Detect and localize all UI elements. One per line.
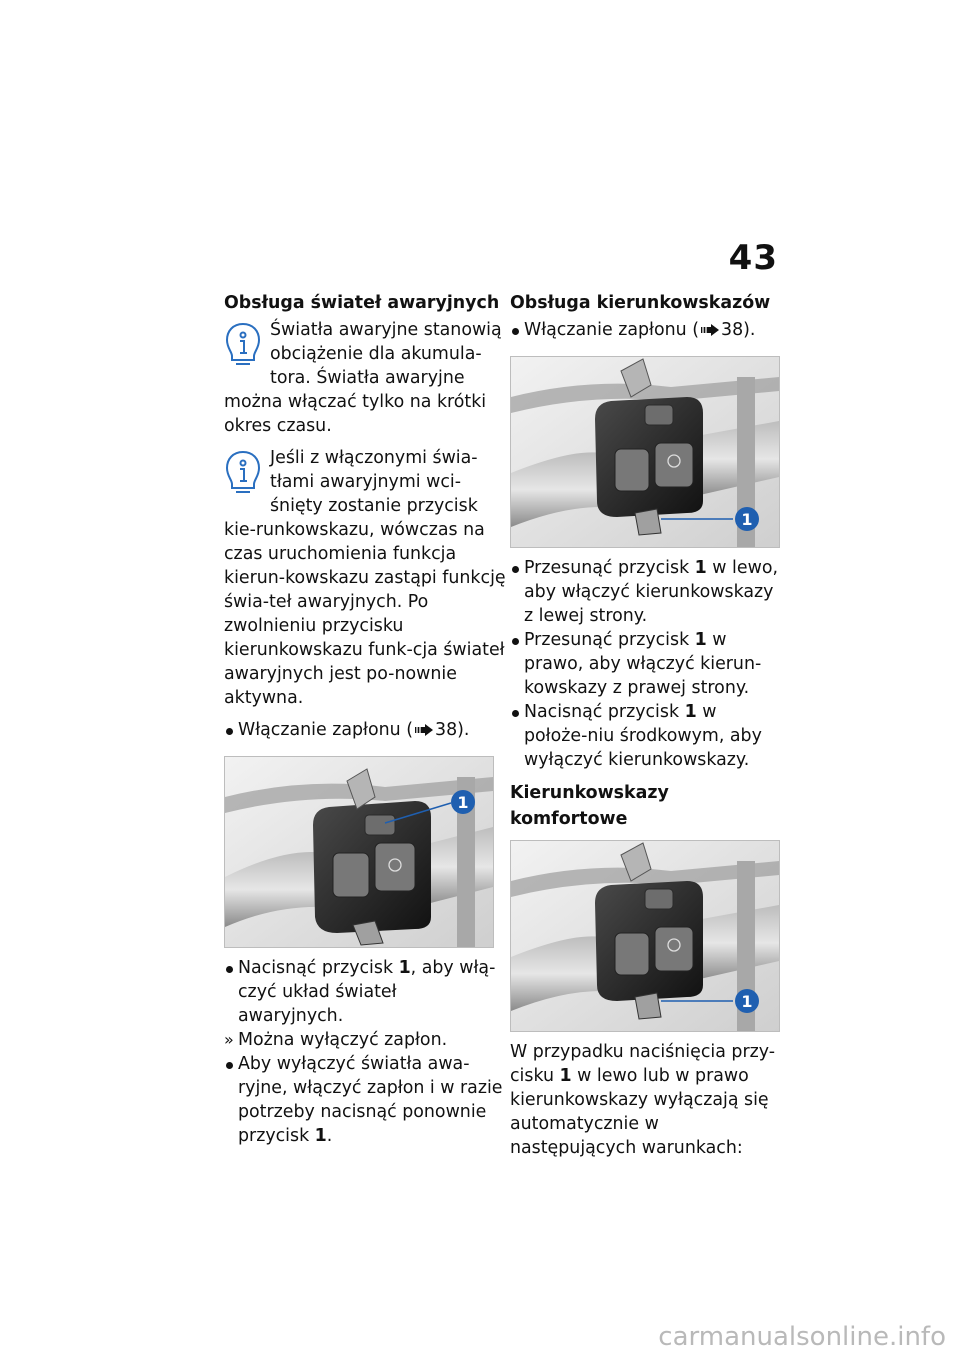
left-column: [224, 290, 506, 1148]
info-note-1: [224, 318, 506, 438]
turn-signal-steps-list: [510, 556, 782, 772]
page-reference-arrow-icon: [700, 324, 720, 336]
callout-label: 1: [741, 510, 753, 529]
hazard-steps-list: [224, 956, 506, 1148]
callout-label: 1: [457, 793, 469, 812]
handlebar-switch-illustration: [511, 841, 779, 1031]
info-note-1-text: Światła awaryjne stanowią obciążenie dla akumula-tora. Światła awaryjne można włączać tylko na krótki okres czasu.: [224, 320, 502, 436]
list-item: Aby wyłączyć światła awa-ryjne, włączyć zapłon i w razie potrzeby nacisnąć ponownie przycisk 1.: [224, 1052, 506, 1148]
page-reference-arrow-icon: [414, 724, 434, 736]
info-note-2-text: Jeśli z włączonymi świa-tłami awaryjnymi wci-śnięty zostanie przycisk kie-runkowskazu, wówczas na czas uruchomienia funkcja kierun-kowskazu zastąpi funkcję świa-teł awaryjnych. Po zwolnieniu przycisku kierunkowskazu funk-cja świateł awaryjnych jest po-nownie aktywna.: [224, 448, 506, 708]
comfort-turn-signals-heading: Kierunkowskazy komfortowe: [510, 783, 669, 829]
turn-signals-heading: Obsługa kierunkowskazów: [510, 293, 771, 313]
handlebar-switch-illustration: [511, 357, 779, 547]
left-prerequisite-list: [224, 718, 506, 742]
right-prerequisite-list: [510, 318, 782, 342]
right-column: [510, 290, 782, 1160]
hazard-switch-photo: [224, 756, 494, 948]
info-icon: [224, 322, 262, 368]
list-item: Nacisnąć przycisk 1 w położe-niu środkowym, aby wyłączyć kierunkowskazy.: [510, 700, 782, 772]
hazard-lights-heading: Obsługa świateł awaryjnych: [224, 293, 500, 313]
comfort-switch-photo: [510, 840, 780, 1032]
list-item: Włączanie zapłonu ( 38).: [224, 718, 506, 742]
handlebar-switch-illustration: [225, 757, 493, 947]
turn-signal-switch-photo: [510, 356, 780, 548]
comfort-turn-signals-text: W przypadku naciśnięcia przy-cisku 1 w lewo lub w prawo kierunkowskazy wyłączają się automatycznie w następujących warunkach:: [510, 1042, 775, 1158]
list-item: Przesunąć przycisk 1 w prawo, aby włączyć kierun-kowskazy z prawej strony.: [510, 628, 782, 700]
info-icon: [224, 450, 262, 496]
list-item: Nacisnąć przycisk 1, aby włą-czyć układ świateł awaryjnych.: [224, 956, 506, 1028]
list-item: Przesunąć przycisk 1 w lewo, aby włączyć kierunkowskazy z lewej strony.: [510, 556, 782, 628]
callout-label: 1: [741, 992, 753, 1011]
watermark: carmanualsonline.info: [658, 1322, 946, 1352]
info-note-2: [224, 446, 506, 710]
list-item-result: » Można wyłączyć zapłon.: [224, 1028, 506, 1052]
list-item: Włączanie zapłonu ( 38).: [510, 318, 782, 342]
page-number: 43: [728, 238, 778, 278]
